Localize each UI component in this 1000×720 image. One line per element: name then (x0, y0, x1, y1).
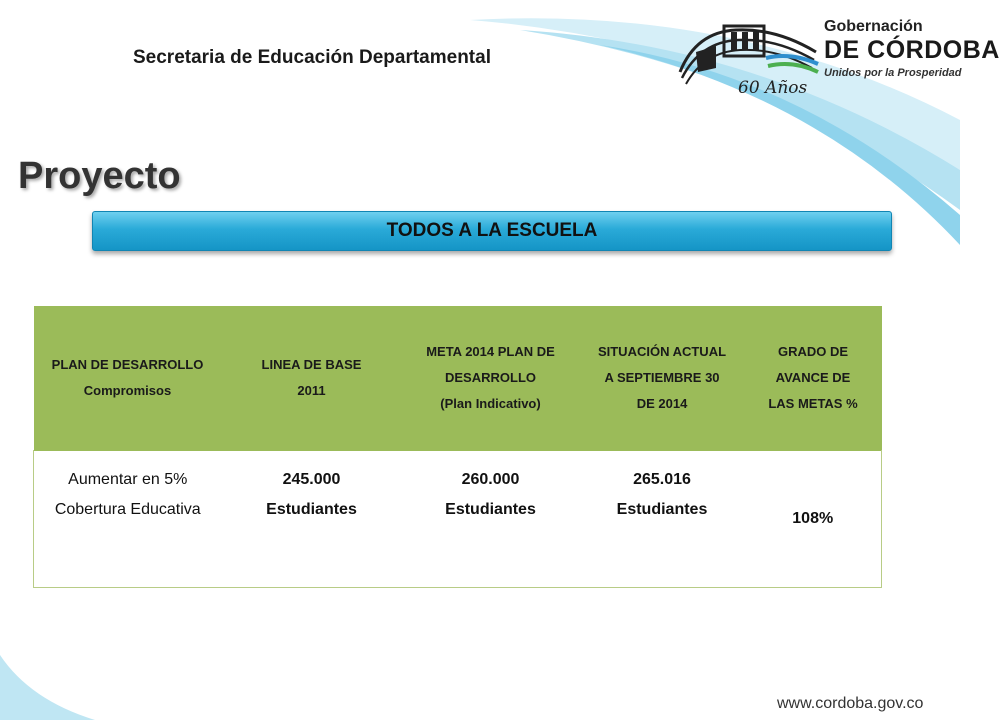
goal-unit: Estudiantes (445, 501, 536, 518)
cell-progress (745, 451, 882, 588)
baseline-value: 245.000 (282, 471, 341, 488)
cell-goal (402, 451, 580, 588)
header-current-line3: DE 2014 (636, 396, 688, 411)
header-title: Secretaria de Educación Departamental (133, 47, 491, 68)
header-goal (402, 306, 580, 451)
table-row (34, 451, 882, 588)
logo-years: 60 Años (738, 78, 808, 98)
logo-line2: DE CÓRDOBA (824, 36, 1000, 64)
header-baseline (222, 306, 402, 451)
header-goal-line1: META 2014 PLAN DE (426, 344, 555, 359)
footer-url[interactable]: www.cordoba.gov.co (777, 695, 924, 712)
progress-value: 108% (792, 510, 834, 527)
cell-baseline (222, 451, 402, 588)
goal-value: 260.000 (461, 471, 520, 488)
table-header-row (34, 306, 882, 451)
gobernacion-logo (676, 12, 1000, 104)
current-unit: Estudiantes (616, 501, 708, 518)
progress-table (33, 306, 882, 588)
project-banner: TODOS A LA ESCUELA (92, 211, 892, 251)
header-goal-line3: (Plan Indicativo) (440, 396, 541, 411)
header-goal-line2: DESARROLLO (445, 370, 536, 385)
header-current (580, 306, 745, 451)
header-progress (745, 306, 882, 451)
header-progress-line2: AVANCE DE (775, 370, 851, 385)
header-plan-line2: Compromisos (83, 383, 172, 398)
page-title: Proyecto (18, 155, 181, 197)
commitment-line2: Cobertura Educativa (54, 501, 201, 518)
logo-line1: Gobernación (824, 18, 923, 35)
header-current-line1: SITUACIÓN ACTUAL (597, 344, 727, 359)
current-value: 265.016 (633, 471, 691, 488)
cell-commitment (34, 451, 222, 588)
logo-slogan: Unidos por la Prosperidad (824, 67, 962, 79)
header-plan (34, 306, 222, 451)
header-plan-line1: PLAN DE DESARROLLO (51, 357, 204, 372)
header-baseline-line2: 2011 (297, 383, 326, 398)
header-baseline-line1: LINEA DE BASE (261, 357, 362, 372)
commitment-line1: Aumentar en 5% (68, 471, 188, 488)
header-progress-line1: GRADO DE (777, 344, 849, 359)
header-current-line2: A SEPTIEMBRE 30 (604, 370, 720, 385)
cell-current (580, 451, 745, 588)
header-progress-line3: LAS METAS % (768, 396, 858, 411)
baseline-unit: Estudiantes (266, 501, 357, 518)
